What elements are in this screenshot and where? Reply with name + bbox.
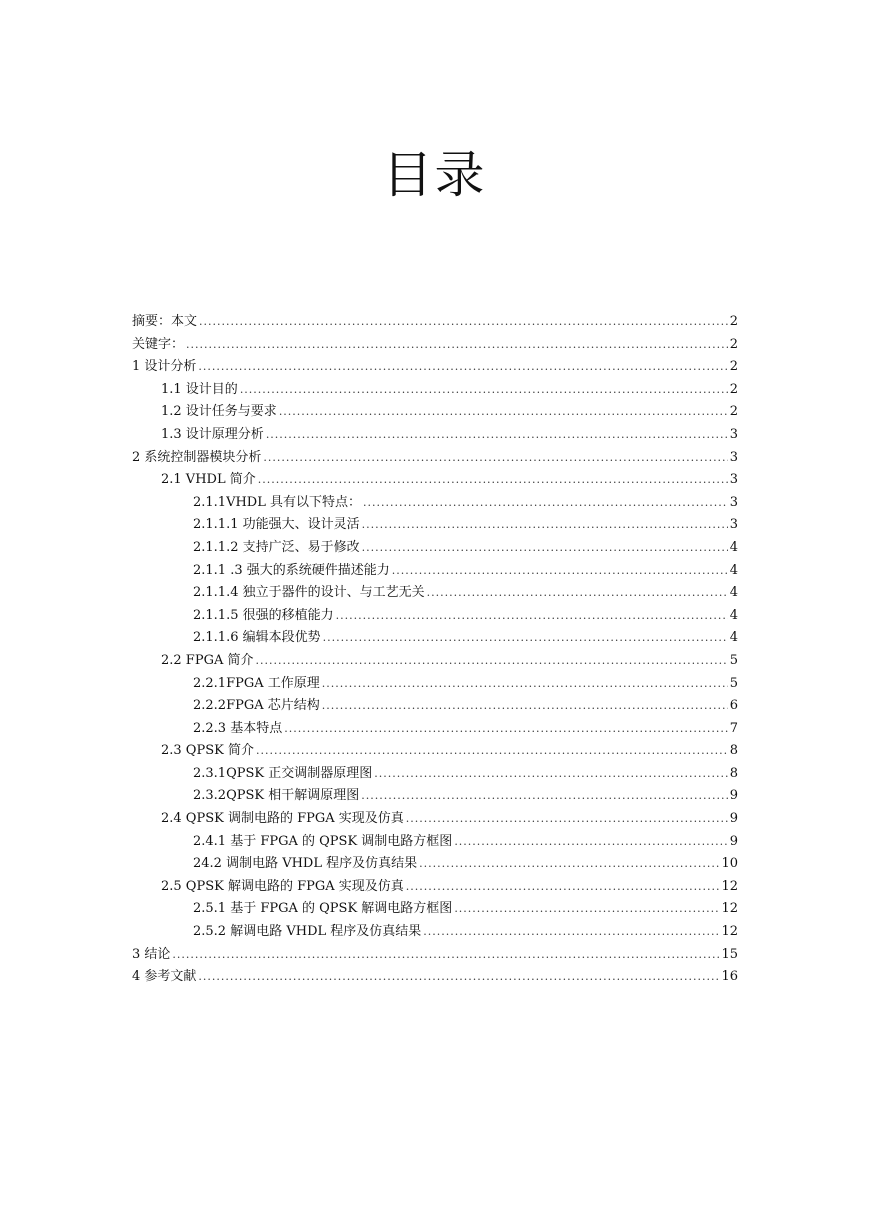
toc-entry[interactable] [132,763,738,786]
dot-leader [263,447,727,470]
toc-entry-page: 4 [729,630,738,646]
dot-leader [423,921,719,944]
toc-entry-label: 2.3.1QPSK 正交调制器原理图 [193,765,373,781]
dot-leader [186,334,728,357]
toc-entry-page: 8 [729,743,738,759]
dot-leader [392,560,728,583]
toc-entry-label: 2.2.3 基本特点 [193,720,283,736]
toc-entry[interactable] [132,356,738,379]
dot-leader [454,898,719,921]
dot-leader [258,469,728,492]
toc-entry-page: 15 [721,946,738,962]
toc-entry-label: 2.1 VHDL 简介 [161,472,256,488]
toc-entry-page: 4 [729,607,738,623]
toc-entry[interactable] [132,582,738,605]
toc-entry-page: 3 [729,449,738,465]
toc-entry-label: 3 结论 [132,946,171,962]
toc-entry-page: 10 [721,856,738,872]
toc-entry-label: 2.4 QPSK 调制电路的 FPGA 实现及仿真 [161,811,404,827]
toc-entry[interactable] [132,808,738,831]
toc-entry-label: 24.2 调制电路 VHDL 程序及仿真结果 [193,856,418,872]
toc-entry-page: 2 [729,404,738,420]
toc-entry-label: 2.4.1 基于 FPGA 的 QPSK 调制电路方框图 [193,833,453,849]
dot-leader [279,401,728,424]
toc-entry-label: 2.1.1VHDL 具有以下特点： [193,494,361,510]
toc-entry-page: 4 [729,562,738,578]
toc-entry-label: 2.3.2QPSK 相干解调原理图 [193,788,360,804]
toc-entry-page: 3 [729,472,738,488]
dot-leader [362,537,728,560]
toc-entry[interactable] [132,447,738,470]
toc-entry[interactable] [132,514,738,537]
toc-entry[interactable] [132,718,738,741]
toc-entry[interactable] [132,853,738,876]
toc-entry[interactable] [132,424,738,447]
toc-entry-label: 2.5 QPSK 解调电路的 FPGA 实现及仿真 [161,878,404,894]
dot-leader [240,379,728,402]
toc-entry-page: 12 [721,878,738,894]
toc-entry[interactable] [132,876,738,899]
toc-entry-label: 摘要：本文 [132,314,198,329]
dot-leader [256,740,728,763]
toc-entry-page: 5 [729,652,738,668]
toc-entry-page: 3 [729,517,738,533]
toc-entry-label: 2.5.2 解调电路 VHDL 程序及仿真结果 [193,924,422,940]
dot-leader [454,831,727,854]
toc-entry-label: 1.3 设计原理分析 [161,426,264,442]
toc-entry-label: 1.2 设计任务与要求 [161,404,277,420]
toc-entry-page: 8 [729,765,738,781]
page-title: 目录 [382,145,487,204]
toc-entry[interactable] [132,492,738,515]
toc-entry[interactable] [132,627,738,650]
toc-entry-page: 16 [721,969,738,985]
dot-leader [322,673,728,696]
toc-entry[interactable] [132,695,738,718]
toc-entry-page: 12 [721,924,738,940]
dot-leader [255,650,727,673]
dot-leader [363,492,728,515]
dot-leader [406,876,720,899]
toc-entry-label: 2.5.1 基于 FPGA 的 QPSK 解调电路方框图 [193,901,453,917]
toc-entry-label: 2.1.1.1 功能强大、设计灵活 [193,517,360,533]
dot-leader [362,514,728,537]
toc-entry[interactable] [132,650,738,673]
dot-leader [266,424,728,447]
toc-entry[interactable] [132,740,738,763]
toc-entry[interactable] [132,379,738,402]
toc-entry[interactable] [132,944,738,967]
toc-entry-page: 4 [729,585,738,601]
toc-entry[interactable] [132,898,738,921]
toc-entry-page: 9 [729,811,738,827]
toc-entry[interactable] [132,401,738,424]
table-of-contents [132,311,738,989]
toc-entry-label: 2.1.1.2 支持广泛、易于修改 [193,539,360,555]
dot-leader [374,763,727,786]
toc-entry-page: 2 [729,381,738,397]
toc-entry-label: 2 系统控制器模块分析 [132,449,262,465]
dot-leader [361,785,727,808]
toc-entry-label: 4 参考文献 [132,969,197,985]
toc-entry[interactable] [132,311,738,334]
toc-entry-label: 2.3 QPSK 简介 [161,743,254,759]
toc-entry[interactable] [132,673,738,696]
dot-leader [427,582,728,605]
toc-entry-label: 2.2.2FPGA 芯片结构 [193,698,320,714]
toc-entry-page: 3 [729,426,738,442]
toc-entry[interactable] [132,334,738,357]
toc-entry-page: 2 [729,359,738,375]
toc-entry-label: 2.1.1.6 编辑本段优势 [193,630,321,646]
toc-entry-page: 7 [729,720,738,736]
dot-leader [198,966,719,989]
toc-entry[interactable] [132,560,738,583]
toc-entry[interactable] [132,537,738,560]
toc-entry-label: 1.1 设计目的 [161,381,238,397]
toc-entry-page: 9 [729,833,738,849]
toc-entry[interactable] [132,831,738,854]
toc-entry-page: 6 [729,698,738,714]
toc-entry-label: 关键字： [132,336,185,352]
toc-entry-page: 2 [729,336,738,352]
toc-entry[interactable] [132,469,738,492]
toc-entry-label: 2.1.1.4 独立于器件的设计、与工艺无关 [193,585,425,601]
dot-leader [172,944,719,967]
toc-entry-page: 5 [729,675,738,691]
toc-entry[interactable] [132,605,738,628]
toc-entry-page: 2 [729,314,738,329]
toc-entry-page: 12 [721,901,738,917]
toc-entry-page: 9 [729,788,738,804]
toc-entry[interactable] [132,966,738,989]
toc-entry[interactable] [132,785,738,808]
dot-leader [284,718,728,741]
dot-leader [199,311,728,334]
toc-entry-label: 2.2 FPGA 简介 [161,652,254,668]
dot-leader [406,808,728,831]
dot-leader [198,356,727,379]
toc-entry[interactable] [132,921,738,944]
toc-entry-label: 2.2.1FPGA 工作原理 [193,675,320,691]
toc-entry-page: 4 [729,539,738,555]
toc-entry-label: 2.1.1 .3 强大的系统硬件描述能力 [193,562,390,578]
toc-entry-label: 1 设计分析 [132,359,197,375]
dot-leader [323,627,728,650]
toc-entry-label: 2.1.1.5 很强的移植能力 [193,607,334,623]
dot-leader [336,605,728,628]
toc-entry-page: 3 [729,494,738,510]
dot-leader [322,695,728,718]
dot-leader [419,853,719,876]
